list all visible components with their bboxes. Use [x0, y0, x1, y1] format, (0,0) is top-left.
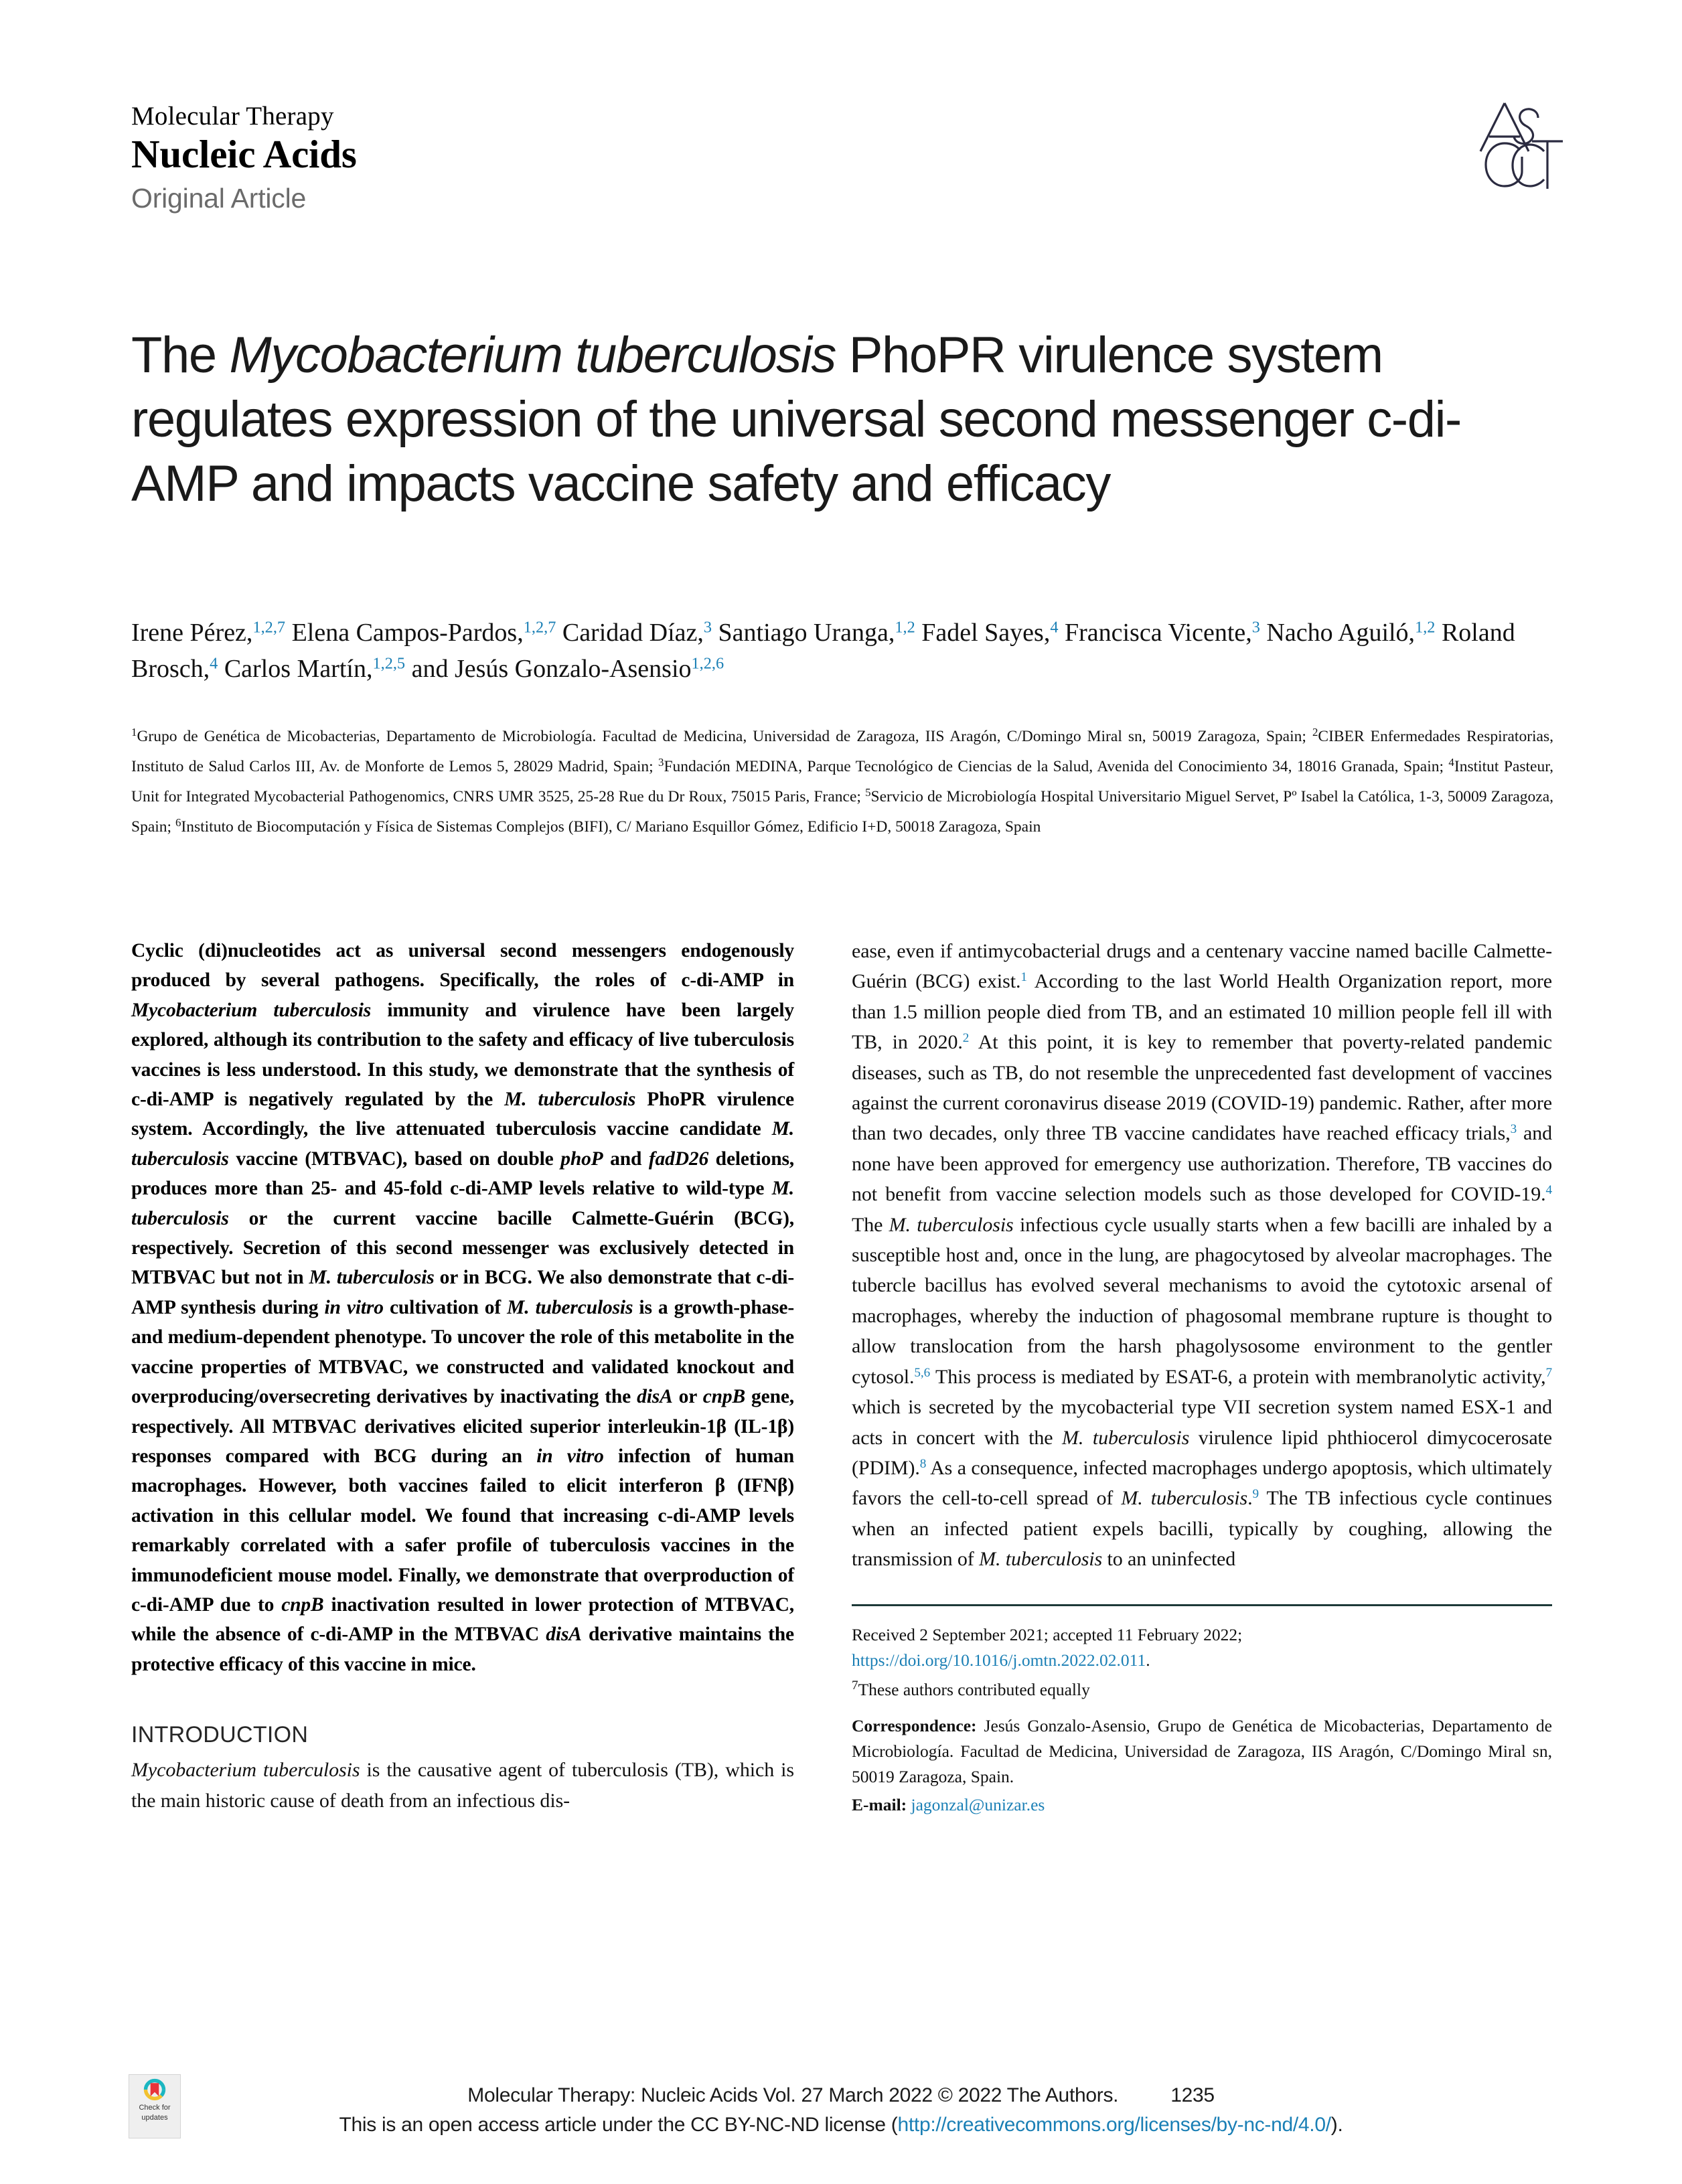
author-affiliation-marker: 3 [1251, 618, 1260, 637]
author-affiliation-marker: 1,2,7 [252, 618, 286, 637]
author-affiliation-marker: 1,2 [895, 618, 915, 637]
author-name: Fadel Sayes,$^4$ [921, 618, 1059, 647]
crossmark-label-line1: Check for [139, 2104, 171, 2112]
footer-citation-line [0, 2081, 1682, 2110]
author-affiliation-marker: 3 [703, 618, 712, 637]
author-name: and Jesús Gonzalo-Asensio$^{1,2,6}$ [411, 654, 724, 683]
doi-period: . [1146, 1650, 1150, 1670]
title-text-part1: The [131, 326, 230, 384]
affiliations-block [131, 722, 1553, 842]
author-affiliation-marker: 1,2,7 [523, 618, 556, 637]
asgct-logo-icon [1466, 100, 1563, 189]
affiliation-marker: 3 [658, 756, 664, 769]
affiliation-marker: 5 [865, 786, 871, 799]
author-affiliation-marker: 1,2 [1415, 618, 1436, 637]
author-name: Francisca Vicente,$^3$ [1064, 618, 1260, 647]
author-name: Irene Pérez,$^{1,2,7}$ [131, 618, 286, 647]
affiliation-marker: 2 [1312, 726, 1318, 739]
email-label: E-mail: [852, 1794, 907, 1814]
title-species-italic: Mycobacterium tuberculosis [229, 326, 836, 384]
equal-contribution-text: These authors contributed equally [858, 1679, 1090, 1699]
crossmark-label-line2: updates [141, 2114, 168, 2122]
journal-name-line1: Molecular Therapy [131, 102, 334, 131]
correspondence-text: Jesús Gonzalo-Asensio, Grupo de Genética de Micobacterias, Departamento de Microbiología. Facultad de Medicina, Universidad de Zaragoza, IIS Aragón, C/Domingo Miral sn, 50019 Zaragoza, Spain. [852, 1715, 1552, 1786]
introduction-paragraph-right: ease, even if antimycobacterial drugs and a centenary vaccine named bacille Calmette-Guérin (BCG) exist.$^1$ According to the last World Health Organization report, more than 1.5 million people died from TB, and an estimated 10 million people fell ill with TB, in 2020.$^2$ At this point, it is key to remember that poverty-related pandemic diseases, such as TB, do not resemble the unprecedented fast development of vaccines against the current coronavirus disease 2019 (COVID-19) pandemic. Rather, after more than two decades, only three TB vaccine candidates have reached efficacy trials,$^3$ and none have been approved for emergency use authorization. Therefore, TB vaccines do not benefit from vaccine selection models such as those developed for COVID-19.$^4$ The M. tuberculosis infectious cycle usually starts when a few bacilli are inhaled by a susceptible host and, once in the lung, are phagocytosed by alveolar macrophages. The tubercle bacillus has evolved several mechanisms to avoid the cytotoxic arsenal of macrophages, whereby the induction of phagosomal membrane rupture is thought to allow translocation from the harsh phagolysosome environment to the gentler cytosol.$^{5,6}$ This process is mediated by ESAT-6, a protein with membranolytic activity,$^7$ which is secreted by the mycobacterial type VII secretion system named ESX-1 and acts in concert with the M. tuberculosis virulence lipid phthiocerol dimycocerosate (PDIM).$^8$ As a consequence, infected macrophages undergo apoptosis, which ultimately favors the cell-to-cell spread of M. tuberculosis.$^9$ The TB infectious cycle continues when an infected patient expels bacilli, typically by coughing, allowing the transmission of M. tuberculosis to an uninfected [852, 940, 1553, 1571]
footer-license-line [0, 2110, 1682, 2140]
affiliation-text: Instituto de Biocomputación y Física de Sistemas Complejos (BIFI), C/ Mariano Esquillor Gómez, Edificio I+D, 50018 Zaragoza, Spain [181, 818, 1041, 836]
received-accepted-line: Received 2 September 2021; accepted 11 February 2022; [852, 1624, 1243, 1644]
journal-name-line2: Nucleic Acids [131, 132, 357, 176]
page-footer [0, 2081, 1682, 2140]
author-list [131, 615, 1537, 687]
page-number: 1235 [1170, 2084, 1215, 2106]
author-name: Caridad Díaz,$^3$ [562, 618, 712, 647]
author-name: Santiago Uranga,$^{1,2}$ [718, 618, 915, 647]
author-affiliation-marker: 4 [210, 654, 218, 673]
journal-masthead [131, 102, 1069, 214]
doi-line [852, 1648, 1552, 1673]
column-right [852, 936, 1552, 1818]
affiliation-text: Grupo de Genética de Micobacterias, Departamento de Microbiología. Facultad de Medicina, Universidad de Zaragoza, IIS Aragón, C/Domingo Miral sn, 50019 Zaragoza, Spain; [137, 728, 1312, 745]
affiliation-text: Institut Pasteur, Unit for Integrated Mycobacterial Pathogenomics, CNRS UMR 3525, 25-28 Rue du Dr Roux, 75015 Paris, France; [131, 758, 1553, 805]
affiliation-text: Fundación MEDINA, Parque Tecnológico de Ciencias de la Salud, Avenida del Conocimiento 34, 18016 Granada, Spain; [664, 758, 1449, 775]
title-text-part2: PhoPR virulence system regulates expression of the universal second messenger c-di-AMP and impacts vaccine safety and efficacy [131, 326, 1461, 512]
author-affiliation-marker: 1,2,6 [691, 654, 724, 673]
license-suffix-text: ). [1330, 2114, 1343, 2136]
article-type-label: Original Article [131, 183, 307, 214]
equal-contribution-note [852, 1677, 1552, 1703]
affiliation-text: CIBER Enfermedades Respiratorias, Instituto de Salud Carlos III, Av. de Monforte de Lemos 5, 28029 Madrid, Spain; [131, 728, 1554, 775]
footnote-divider [852, 1604, 1552, 1606]
column-left [131, 936, 794, 1816]
section-heading-introduction: INTRODUCTION [131, 1722, 309, 1748]
abstract-text: Cyclic (di)nucleotides act as universal second messengers endogenously produced by several pathogens. Specifically, the roles of c-di-AMP in Mycobacterium tuberculosis immunity and virulence have been largely explored, although its contribution to the safety and efficacy of live tuberculosis vaccines is less understood. In this study, we demonstrate that the synthesis of c-di-AMP is negatively regulated by the M. tuberculosis PhoPR virulence system. Accordingly, the live attenuated tuberculosis vaccine candidate M. tuberculosis vaccine (MTBVAC), based on double phoP and fadD26 deletions, produces more than 25- and 45-fold c-di-AMP levels relative to wild-type M. tuberculosis or the current vaccine bacille Calmette-Guérin (BCG), respectively. Secretion of this second messenger was exclusively detected in MTBVAC but not in M. tuberculosis or in BCG. We also demonstrate that c-di-AMP synthesis during in vitro cultivation of M. tuberculosis is a growth-phase- and medium-dependent phenotype. To uncover the role of this metabolite in the vaccine properties of MTBVAC, we constructed and validated knockout and overproducing/oversecreting derivatives by inactivating the disA or cnpB gene, respectively. All MTBVAC derivatives elicited superior interleukin-1β (IL-1β) responses compared with BCG during an in vitro infection of human macrophages. However, both vaccines failed to elicit interferon β (IFNβ) activation in this cellular model. We found that increasing c-di-AMP levels remarkably correlated with a safer profile of tuberculosis vaccines in the immunodeficient mouse model. Finally, we demonstrate that overproduction of c-di-AMP due to cnpB inactivation resulted in lower protection of MTBVAC, while the absence of c-di-AMP in the MTBVAC disA derivative maintains the protective efficacy of this vaccine in mice. [131, 940, 795, 1675]
license-url-link[interactable]: http://creativecommons.org/licenses/by-nc-nd/4.0/ [897, 2114, 1331, 2136]
author-name: Roland Brosch,$^4$ [131, 619, 1515, 683]
affiliation-marker: 4 [1448, 756, 1454, 769]
correspondence-note [852, 1713, 1552, 1790]
footer-citation-text: Molecular Therapy: Nucleic Acids Vol. 27 March 2022 © 2022 The Authors. [467, 2084, 1119, 2106]
email-link[interactable]: jagonzal@unizar.es [911, 1794, 1045, 1814]
author-affiliation-marker: 1,2,5 [372, 654, 406, 673]
page-title [131, 323, 1497, 516]
author-name: Carlos Martín,$^{1,2,5}$ [224, 654, 406, 683]
author-name: Nacho Aguiló,$^{1,2}$ [1266, 618, 1436, 647]
affiliation-marker: 1 [131, 726, 137, 739]
equal-contribution-marker: 7 [852, 1678, 858, 1693]
author-affiliation-marker: 4 [1050, 618, 1059, 637]
correspondence-label: Correspondence: [852, 1715, 977, 1735]
footnote-block [852, 1604, 1552, 1818]
affiliation-marker: 6 [175, 816, 181, 830]
email-note [852, 1792, 1552, 1818]
affiliation-text: Servicio de Microbiología Hospital Universitario Miguel Servet, Pº Isabel la Católica, 1-3, 50009 Zaragoza, Spain; [131, 788, 1553, 836]
license-prefix-text: This is an open access article under the CC BY-NC-ND license ( [339, 2114, 898, 2136]
doi-link[interactable]: https://doi.org/10.1016/j.omtn.2022.02.011 [852, 1650, 1146, 1670]
author-name: Elena Campos-Pardos,$^{1,2,7}$ [291, 618, 556, 647]
introduction-paragraph-left: Mycobacterium tuberculosis is the causative agent of tuberculosis (TB), which is the main historic cause of death from an infectious dis- [131, 1759, 794, 1812]
